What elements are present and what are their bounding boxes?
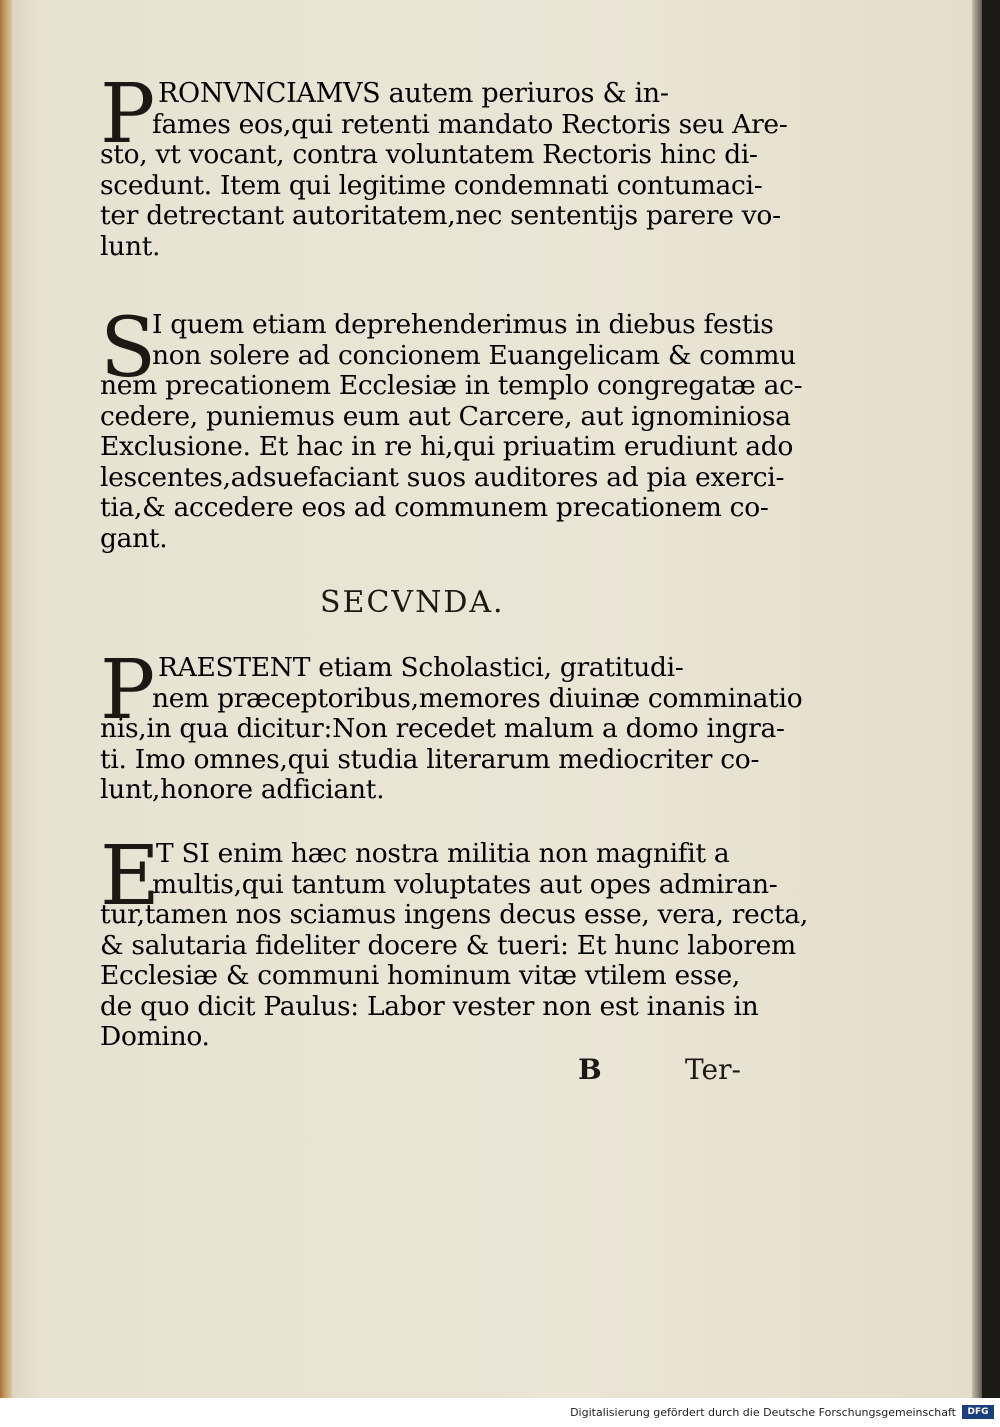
section-heading: SECVNDA. [320,585,505,620]
text-line: nem precationem Ecclesiæ in templo congregatæ ac- [100,370,803,401]
footer-credit: Digitalisierung gefördert durch die Deutsche Forschungsgemeinschaft [570,1406,956,1419]
text-line: ti. Imo omnes,qui studia literarum mediocriter co- [100,743,760,775]
paragraph-3 [100,643,803,805]
text-line: lunt,honore adficiant. [100,774,385,805]
text-line: RONVNCIAMVS autem periuros & in- [158,78,669,109]
text-line: I quem etiam deprehenderimus in diebus festis [152,309,774,340]
text-line: cedere, puniemus eum aut Carcere, aut ignominiosa [100,400,791,432]
binding-edge [0,0,12,1398]
text-line: Ecclesiæ & communi hominum vitæ vtilem esse, [100,960,741,991]
paragraph-1 [100,78,788,262]
text-line: fames eos,qui retenti mandato Rectoris seu Are- [152,108,788,140]
text-line: nis,in qua dicitur:Non recedet malum a domo ingra- [100,713,785,744]
text-line: lunt. [100,230,161,262]
text-line: ter detrectant autoritatem,nec sententijs parere vo- [100,200,781,231]
drop-initial-p2: S [100,301,157,396]
text-line: tia,& accedere eos ad communem precationem co- [100,492,769,523]
catchword: Ter- [685,1053,741,1086]
footer-bar [0,1398,1000,1427]
text-line: de quo dicit Paulus: Labor vester non est inanis in [100,990,759,1022]
drop-initial-p1: P [100,67,156,162]
dfg-logo: DFG [962,1405,994,1419]
text-line: nem præceptoribus,memores diuinæ comminatio [152,682,803,714]
text-line: non solere ad concionem Euangelicam & commu [152,339,796,371]
signature-mark: B [578,1053,602,1086]
text-line: tur,tamen nos sciamus ingens decus esse, vera, recta, [100,899,809,930]
text-line: RAESTENT etiam Scholastici, gratitudi- [158,652,684,683]
paragraph-2 [100,301,803,554]
drop-initial-p3: P [100,643,156,738]
paragraph-4 [100,829,809,1052]
text-line: T SI enim hæc nostra militia non magnifit a [156,838,730,869]
text-line: scedunt. Item qui legitime condemnati contumaci- [100,169,763,201]
text-line: sto, vt vocant, contra voluntatem Rectoris hinc di- [100,139,758,170]
text-line: & salutaria fideliter docere & tueri: Et hunc laborem [100,929,796,961]
text-line: Domino. [100,1021,210,1052]
drop-initial-p4: E [100,829,160,924]
text-line: multis,qui tantum voluptates aut opes admiran- [152,868,778,900]
text-line: Exclusione. Et hac in re hi,qui priuatim erudiunt ado [100,431,794,462]
page-edge [972,0,982,1398]
text-line: gant. [100,522,168,554]
text-line: lescentes,adsuefaciant suos auditores ad pia exerci- [100,461,785,493]
